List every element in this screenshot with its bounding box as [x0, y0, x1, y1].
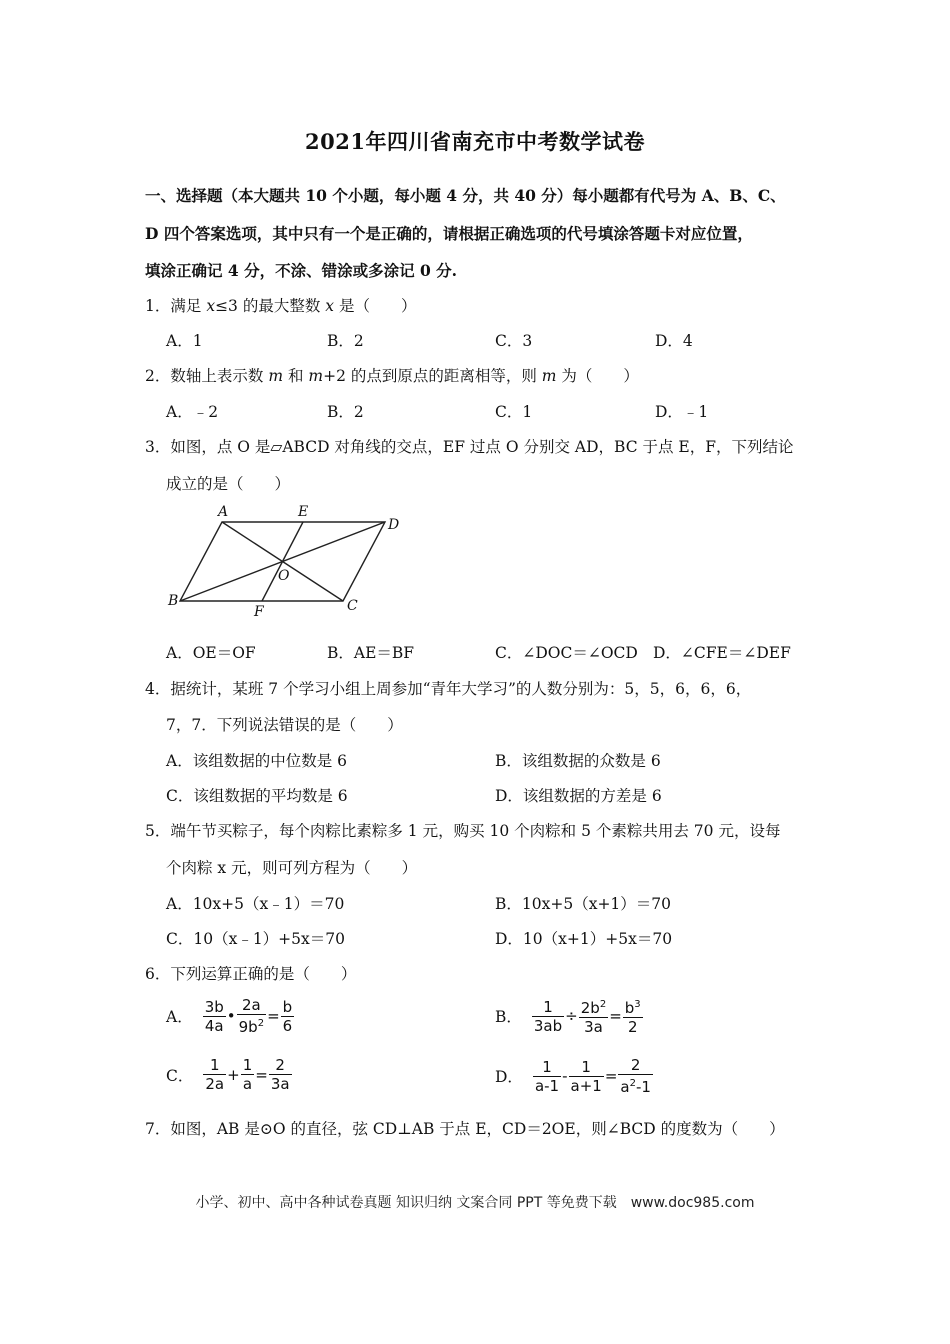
parallelogram-figure: [160, 500, 420, 625]
question-5-option-d: D．10（x+1）+5x＝70: [495, 930, 673, 948]
segment-ef: [262, 522, 303, 601]
question-6-option-b: B． $\frac{1}{3ab}$ ÷ $\frac{2b^2}{3a}$ = $\frac{b^3}{2}$: [495, 997, 641, 1036]
point-label-e: E: [298, 504, 309, 520]
question-4-option-a: A．该组数据的中位数是 6: [166, 752, 347, 770]
point-label-b: B: [168, 593, 179, 609]
question-3-option-b: B．AE＝BF: [327, 644, 415, 662]
question-6-stem: 6．下列运算正确的是（ ）: [145, 965, 357, 983]
point-label-a: A: [218, 504, 229, 520]
question-1-option-d: D．4: [655, 332, 693, 350]
question-5-stem-line-1: 5．端午节买粽子，每个肉粽比素粽多 1 元，购买 10 个肉粽和 5 个素粽共用去 70 元，设每: [145, 822, 781, 840]
question-4-option-b: B．该组数据的众数是 6: [495, 752, 661, 770]
question-3-option-d: D．∠CFE＝∠DEF: [653, 644, 791, 662]
point-label-d: D: [388, 517, 400, 533]
section-intro-line-1: 一、选择题（本大题共 10 个小题，每小题 4 分，共 40 分）每小题都有代号为 A、B、C、: [145, 186, 786, 205]
question-5-option-c: C．10（x﹣1）+5x＝70: [166, 930, 345, 948]
page-title: 2021年四川省南充市中考数学试卷: [305, 129, 645, 154]
question-1-option-c: C．3: [495, 332, 533, 350]
question-4-stem-line-1: 4．据统计，某班 7 个学习小组上周参加“青年大学习”的人数分别为：5，5，6，6，6，: [145, 680, 752, 698]
question-1-option-b: B．2: [327, 332, 364, 350]
question-7-stem: 7．如图，AB 是⊙O 的直径，弦 CD⊥AB 于点 E，CD＝2OE，则∠BCD 的度数为（ ）: [145, 1120, 785, 1138]
section-intro-line-2: D 四个答案选项，其中只有一个是正确的，请根据正确选项的代号填涂答题卡对应位置，: [145, 224, 753, 243]
footer-note: 小学、初中、高中各种试卷真题 知识归纳 文案合同 PPT 等免费下载 www.doc985.com: [195, 1195, 755, 1211]
point-label-c: C: [347, 598, 358, 614]
question-4-option-c: C．该组数据的平均数是 6: [166, 787, 348, 805]
question-3-option-c: C．∠DOC＝∠OCD: [495, 644, 638, 662]
point-label-o: O: [278, 568, 290, 584]
question-6-option-d: D． $\frac{1}{a-1}$ - $\frac{1}{a+1}$ = $\frac{2}{a^2-1}$: [495, 1056, 651, 1096]
question-5-option-a: A．10x+5（x﹣1）＝70: [166, 895, 345, 913]
point-label-f: F: [254, 604, 264, 620]
question-2-option-d: D．﹣1: [655, 403, 709, 421]
question-2-option-c: C．1: [495, 403, 533, 421]
question-2-option-a: A．﹣2: [166, 403, 219, 421]
question-2-option-b: B．2: [327, 403, 364, 421]
question-6-option-a: A． $\frac{3b}{4a}$ • $\frac{2a}{9b^2}$ = $\frac{b}{6}$: [166, 996, 293, 1036]
question-6-option-c: C． $\frac{1}{2a}$ + $\frac{1}{a}$ = $\frac{2}{3a}$: [166, 1056, 290, 1093]
question-1-option-a: A．1: [166, 332, 203, 350]
question-3-option-a: A．OE＝OF: [166, 644, 256, 662]
question-4-stem-line-2: 7，7．下列说法错误的是（ ）: [166, 716, 403, 734]
question-2-stem: 2．数轴上表示数 m 和 m+2 的点到原点的距离相等，则 m 为（ ）: [145, 367, 639, 385]
question-5-stem-line-2: 个肉粽 x 元，则可列方程为（ ）: [166, 859, 418, 877]
question-5-option-b: B．10x+5（x+1）＝70: [495, 895, 672, 913]
question-1-stem: 1．满足 x≤3 的最大整数 x 是（ ）: [145, 297, 417, 315]
question-3-stem-line-1: 3．如图，点 O 是▱ABCD 对角线的交点，EF 过点 O 分别交 AD，BC 于点 E，F，下列结论: [145, 438, 794, 456]
question-3-stem-line-2: 成立的是（ ）: [166, 475, 291, 493]
question-4-option-d: D．该组数据的方差是 6: [495, 787, 662, 805]
section-intro-line-3: 填涂正确记 4 分，不涂、错涂或多涂记 0 分.: [145, 261, 458, 280]
